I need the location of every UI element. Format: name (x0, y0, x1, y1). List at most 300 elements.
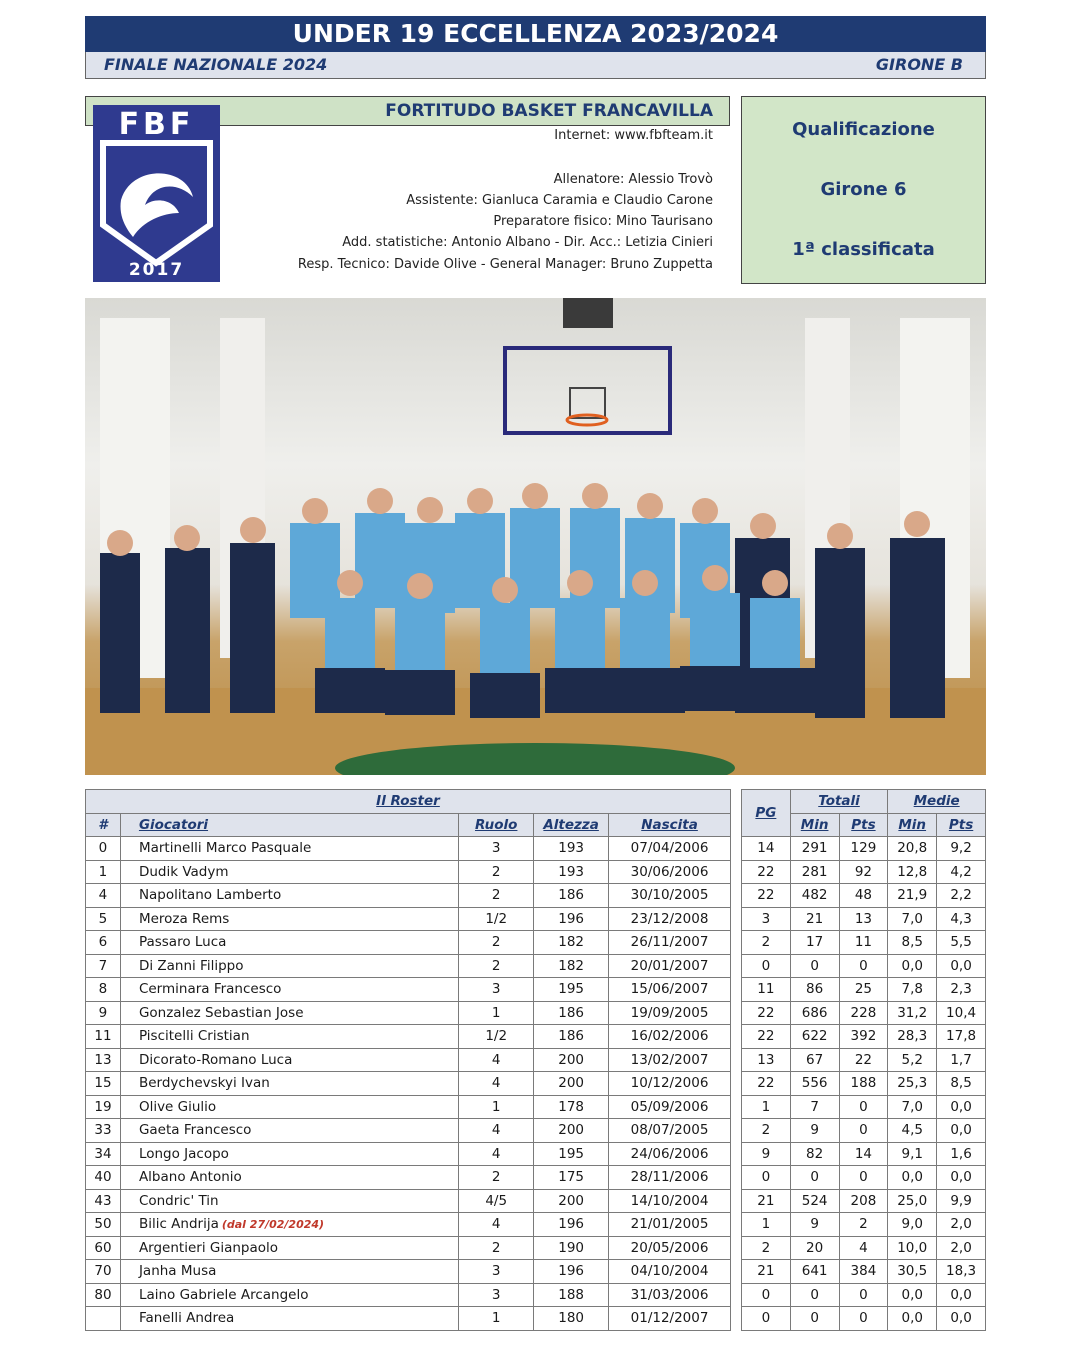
col-height: Altezza (534, 813, 609, 837)
total-points: 2 (839, 1213, 888, 1237)
player-name: Olive Giulio (138, 1098, 217, 1115)
roster-row (86, 1025, 731, 1049)
total-minutes: 21 (790, 907, 839, 931)
player-name: Martinelli Marco Pasquale (138, 840, 312, 857)
stats-row (742, 931, 986, 955)
player-birth: 05/09/2006 (609, 1095, 731, 1119)
avg-minutes: 5,2 (888, 1048, 937, 1072)
player-role: 3 (459, 837, 534, 861)
games-played: 2 (742, 1236, 791, 1260)
team-assistant: Assistente: Gianluca Caramia e Claudio Carone (406, 193, 713, 208)
stats-row (742, 1236, 986, 1260)
player-number: 50 (86, 1213, 121, 1237)
avg-points: 2,2 (937, 884, 986, 908)
player-name-cell (120, 1189, 458, 1213)
avg-points: 1,7 (937, 1048, 986, 1072)
total-points: 4 (839, 1236, 888, 1260)
player-name-cell (120, 1260, 458, 1284)
games-played: 22 (742, 1025, 791, 1049)
avg-minutes: 7,8 (888, 978, 937, 1002)
roster-row (86, 860, 731, 884)
player-role: 3 (459, 1260, 534, 1284)
player-number: 1 (86, 860, 121, 884)
player-height: 193 (534, 837, 609, 861)
games-played: 22 (742, 1072, 791, 1096)
player-height: 195 (534, 978, 609, 1002)
stats-table (741, 789, 986, 1331)
player-name: Albano Antonio (138, 1169, 242, 1186)
total-minutes: 9 (790, 1213, 839, 1237)
avg-minutes: 0,0 (888, 954, 937, 978)
player-name-cell (120, 1001, 458, 1025)
avg-minutes: 31,2 (888, 1001, 937, 1025)
col-avg-pts: Pts (937, 813, 986, 837)
player-role: 2 (459, 1236, 534, 1260)
player-name: Cerminara Francesco (138, 981, 282, 998)
avg-points: 4,3 (937, 907, 986, 931)
player-number: 5 (86, 907, 121, 931)
total-minutes: 524 (790, 1189, 839, 1213)
avg-points: 2,0 (937, 1236, 986, 1260)
player-height: 178 (534, 1095, 609, 1119)
stats-row (742, 907, 986, 931)
roster-table (85, 789, 731, 1331)
col-games: PG (742, 790, 791, 837)
player-height: 190 (534, 1236, 609, 1260)
total-points: 13 (839, 907, 888, 931)
total-points: 92 (839, 860, 888, 884)
player-name-cell (120, 978, 458, 1002)
total-minutes: 281 (790, 860, 839, 884)
event-name: FINALE NAZIONALE 2024 (104, 55, 328, 74)
col-role: Ruolo (459, 813, 534, 837)
player-role: 3 (459, 1283, 534, 1307)
avg-points: 2,3 (937, 978, 986, 1002)
games-played: 22 (742, 884, 791, 908)
total-points: 11 (839, 931, 888, 955)
player-role: 1/2 (459, 1025, 534, 1049)
avg-points: 1,6 (937, 1142, 986, 1166)
games-played: 0 (742, 1307, 791, 1331)
roster-row (86, 1048, 731, 1072)
avg-minutes: 8,5 (888, 931, 937, 955)
player-role: 4 (459, 1213, 534, 1237)
roster-title: Il Roster (86, 790, 731, 814)
player-birth: 20/01/2007 (609, 954, 731, 978)
player-name: Passaro Luca (138, 934, 227, 951)
total-minutes: 82 (790, 1142, 839, 1166)
player-role: 4 (459, 1119, 534, 1143)
player-name-cell (120, 837, 458, 861)
roster-row (86, 1236, 731, 1260)
total-minutes: 0 (790, 1307, 839, 1331)
player-birth: 24/06/2006 (609, 1142, 731, 1166)
player-number: 9 (86, 1001, 121, 1025)
total-points: 392 (839, 1025, 888, 1049)
total-points: 48 (839, 884, 888, 908)
games-played: 2 (742, 931, 791, 955)
roster-row (86, 1283, 731, 1307)
logo-year: 2017 (128, 260, 185, 280)
stats-row (742, 1142, 986, 1166)
qualification-label: Qualificazione (792, 119, 935, 140)
games-played: 2 (742, 1119, 791, 1143)
player-number: 8 (86, 978, 121, 1002)
avg-points: 0,0 (937, 1095, 986, 1119)
team-photo (85, 298, 986, 775)
player-number: 13 (86, 1048, 121, 1072)
avg-minutes: 9,1 (888, 1142, 937, 1166)
subtitle-band (85, 52, 986, 79)
player-name-cell (120, 1213, 458, 1237)
total-points: 0 (839, 1283, 888, 1307)
total-minutes: 0 (790, 1166, 839, 1190)
col-birth: Nascita (609, 813, 731, 837)
col-averages: Medie (888, 790, 986, 814)
player-birth: 30/10/2005 (609, 884, 731, 908)
games-played: 0 (742, 1283, 791, 1307)
player-birth: 31/03/2006 (609, 1283, 731, 1307)
avg-points: 0,0 (937, 1119, 986, 1143)
avg-minutes: 7,0 (888, 907, 937, 931)
player-number (86, 1307, 121, 1331)
player-number: 43 (86, 1189, 121, 1213)
player-birth: 13/02/2007 (609, 1048, 731, 1072)
stats-row (742, 1048, 986, 1072)
player-role: 4 (459, 1072, 534, 1096)
games-played: 11 (742, 978, 791, 1002)
player-name-cell (120, 860, 458, 884)
roster-row (86, 1072, 731, 1096)
player-birth: 21/01/2005 (609, 1213, 731, 1237)
total-points: 0 (839, 954, 888, 978)
total-points: 25 (839, 978, 888, 1002)
player-birth: 23/12/2008 (609, 907, 731, 931)
games-played: 0 (742, 954, 791, 978)
total-points: 208 (839, 1189, 888, 1213)
player-name: Napolitano Lamberto (138, 887, 282, 904)
stats-row (742, 978, 986, 1002)
player-name-cell (120, 1025, 458, 1049)
games-played: 22 (742, 1001, 791, 1025)
games-played: 21 (742, 1260, 791, 1284)
player-number: 6 (86, 931, 121, 955)
player-birth: 07/04/2006 (609, 837, 731, 861)
player-role: 1 (459, 1307, 534, 1331)
stats-row (742, 1166, 986, 1190)
player-birth: 10/12/2006 (609, 1072, 731, 1096)
player-number: 40 (86, 1166, 121, 1190)
player-number: 7 (86, 954, 121, 978)
player-name: Dicorato-Romano Luca (138, 1051, 293, 1068)
player-height: 186 (534, 1025, 609, 1049)
total-points: 129 (839, 837, 888, 861)
player-height: 175 (534, 1166, 609, 1190)
total-points: 0 (839, 1095, 888, 1119)
player-note: (dal 27/02/2024) (221, 1218, 325, 1232)
total-points: 0 (839, 1166, 888, 1190)
team-trainer: Preparatore fisico: Mino Taurisano (493, 214, 713, 229)
player-height: 196 (534, 907, 609, 931)
total-minutes: 20 (790, 1236, 839, 1260)
total-points: 188 (839, 1072, 888, 1096)
avg-minutes: 0,0 (888, 1307, 937, 1331)
team-stats-staff: Add. statistiche: Antonio Albano - Dir. Acc.: Letizia Cinieri (342, 235, 713, 250)
player-role: 2 (459, 860, 534, 884)
player-height: 195 (534, 1142, 609, 1166)
total-minutes: 7 (790, 1095, 839, 1119)
avg-minutes: 10,0 (888, 1236, 937, 1260)
roster-row (86, 1166, 731, 1190)
avg-minutes: 21,9 (888, 884, 937, 908)
roster-row (86, 1189, 731, 1213)
total-minutes: 17 (790, 931, 839, 955)
total-minutes: 0 (790, 954, 839, 978)
avg-minutes: 12,8 (888, 860, 937, 884)
col-total-pts: Pts (839, 813, 888, 837)
col-totals: Totali (790, 790, 888, 814)
player-height: 200 (534, 1048, 609, 1072)
avg-points: 0,0 (937, 1166, 986, 1190)
player-role: 3 (459, 978, 534, 1002)
group-name: GIRONE B (875, 55, 963, 74)
col-avg-min: Min (888, 813, 937, 837)
avg-points: 8,5 (937, 1072, 986, 1096)
player-height: 188 (534, 1283, 609, 1307)
player-height: 196 (534, 1260, 609, 1284)
roster-row (86, 1119, 731, 1143)
total-minutes: 641 (790, 1260, 839, 1284)
stats-row (742, 860, 986, 884)
stats-row (742, 1307, 986, 1331)
player-role: 2 (459, 1166, 534, 1190)
total-points: 228 (839, 1001, 888, 1025)
total-minutes: 291 (790, 837, 839, 861)
avg-minutes: 30,5 (888, 1260, 937, 1284)
total-points: 14 (839, 1142, 888, 1166)
total-points: 0 (839, 1119, 888, 1143)
qualification-rank: 1ª classificata (792, 239, 935, 260)
player-name-cell (120, 1095, 458, 1119)
total-points: 384 (839, 1260, 888, 1284)
roster-row (86, 907, 731, 931)
player-number: 0 (86, 837, 121, 861)
player-number: 34 (86, 1142, 121, 1166)
player-number: 11 (86, 1025, 121, 1049)
games-played: 21 (742, 1189, 791, 1213)
player-birth: 01/12/2007 (609, 1307, 731, 1331)
player-number: 15 (86, 1072, 121, 1096)
player-name: Fanelli Andrea (138, 1310, 235, 1327)
avg-minutes: 4,5 (888, 1119, 937, 1143)
roster-row (86, 978, 731, 1002)
roster-row (86, 1142, 731, 1166)
avg-points: 9,2 (937, 837, 986, 861)
player-name-cell (120, 1166, 458, 1190)
total-minutes: 67 (790, 1048, 839, 1072)
roster-row (86, 954, 731, 978)
player-birth: 04/10/2004 (609, 1260, 731, 1284)
avg-minutes: 0,0 (888, 1283, 937, 1307)
player-role: 2 (459, 884, 534, 908)
avg-points: 18,3 (937, 1260, 986, 1284)
player-height: 180 (534, 1307, 609, 1331)
player-birth: 26/11/2007 (609, 931, 731, 955)
qualification-group: Girone 6 (820, 179, 907, 200)
player-name: Dudik Vadym (138, 863, 229, 880)
player-name: Meroza Rems (138, 910, 230, 927)
player-role: 1/2 (459, 907, 534, 931)
games-played: 13 (742, 1048, 791, 1072)
roster-row (86, 837, 731, 861)
avg-minutes: 25,0 (888, 1189, 937, 1213)
games-played: 9 (742, 1142, 791, 1166)
games-played: 14 (742, 837, 791, 861)
avg-points: 0,0 (937, 1307, 986, 1331)
player-name: Janha Musa (138, 1263, 217, 1280)
player-birth: 20/05/2006 (609, 1236, 731, 1260)
stats-row (742, 1119, 986, 1143)
avg-points: 2,0 (937, 1213, 986, 1237)
avg-minutes: 25,3 (888, 1072, 937, 1096)
player-birth: 08/07/2005 (609, 1119, 731, 1143)
player-birth: 19/09/2005 (609, 1001, 731, 1025)
total-minutes: 482 (790, 884, 839, 908)
player-name-cell (120, 1307, 458, 1331)
roster-row (86, 1260, 731, 1284)
team-website: Internet: www.fbfteam.it (554, 128, 713, 143)
player-role: 1 (459, 1095, 534, 1119)
player-name: Longo Jacopo (138, 1145, 229, 1162)
player-role: 4/5 (459, 1189, 534, 1213)
player-number: 33 (86, 1119, 121, 1143)
avg-minutes: 7,0 (888, 1095, 937, 1119)
col-number: # (86, 813, 121, 837)
player-number: 60 (86, 1236, 121, 1260)
player-name-cell (120, 1236, 458, 1260)
player-height: 200 (534, 1072, 609, 1096)
stats-row (742, 1213, 986, 1237)
games-played: 3 (742, 907, 791, 931)
stats-row (742, 1283, 986, 1307)
player-height: 186 (534, 884, 609, 908)
total-minutes: 0 (790, 1283, 839, 1307)
player-birth: 14/10/2004 (609, 1189, 731, 1213)
total-points: 0 (839, 1307, 888, 1331)
player-height: 193 (534, 860, 609, 884)
player-birth: 15/06/2007 (609, 978, 731, 1002)
avg-points: 0,0 (937, 1283, 986, 1307)
player-birth: 16/02/2006 (609, 1025, 731, 1049)
player-birth: 30/06/2006 (609, 860, 731, 884)
logo-letters: FBF (118, 107, 195, 142)
player-height: 186 (534, 1001, 609, 1025)
player-birth: 28/11/2006 (609, 1166, 731, 1190)
player-number: 80 (86, 1283, 121, 1307)
total-minutes: 9 (790, 1119, 839, 1143)
player-role: 4 (459, 1048, 534, 1072)
player-number: 70 (86, 1260, 121, 1284)
roster-row (86, 1001, 731, 1025)
player-height: 196 (534, 1213, 609, 1237)
avg-minutes: 9,0 (888, 1213, 937, 1237)
col-player: Giocatori (120, 813, 458, 837)
stats-row (742, 884, 986, 908)
player-name: Gaeta Francesco (138, 1122, 252, 1139)
col-total-min: Min (790, 813, 839, 837)
player-name-cell (120, 1072, 458, 1096)
avg-minutes: 28,3 (888, 1025, 937, 1049)
player-height: 200 (534, 1119, 609, 1143)
player-role: 4 (459, 1142, 534, 1166)
player-name-cell (120, 1283, 458, 1307)
stats-row (742, 1095, 986, 1119)
player-height: 182 (534, 931, 609, 955)
player-name-cell (120, 884, 458, 908)
player-role: 1 (459, 1001, 534, 1025)
qualification-box (741, 96, 986, 284)
games-played: 1 (742, 1095, 791, 1119)
games-played: 22 (742, 860, 791, 884)
total-minutes: 86 (790, 978, 839, 1002)
stats-row (742, 1001, 986, 1025)
player-name: Di Zanni Filippo (138, 957, 244, 974)
player-name: Argentieri Gianpaolo (138, 1239, 279, 1256)
stats-row (742, 837, 986, 861)
avg-points: 4,2 (937, 860, 986, 884)
stats-row (742, 1260, 986, 1284)
stats-row (742, 1025, 986, 1049)
team-management: Resp. Tecnico: Davide Olive - General Manager: Bruno Zuppetta (297, 257, 713, 272)
player-role: 2 (459, 954, 534, 978)
avg-points: 9,9 (937, 1189, 986, 1213)
roster-row (86, 884, 731, 908)
team-name: FORTITUDO BASKET FRANCAVILLA (85, 96, 730, 126)
player-name-cell (120, 1119, 458, 1143)
player-name-cell (120, 907, 458, 931)
avg-minutes: 0,0 (888, 1166, 937, 1190)
player-name: Piscitelli Cristian (138, 1028, 250, 1045)
player-name: Berdychevskyi Ivan (138, 1075, 270, 1092)
roster-row (86, 1213, 731, 1237)
team-coach: Allenatore: Alessio Trovò (553, 172, 713, 187)
player-name-cell (120, 954, 458, 978)
total-minutes: 556 (790, 1072, 839, 1096)
player-role: 2 (459, 931, 534, 955)
stats-row (742, 1189, 986, 1213)
player-name: Bilic Andrija (138, 1216, 219, 1233)
avg-points: 0,0 (937, 954, 986, 978)
club-logo (93, 105, 220, 282)
roster-row (86, 1095, 731, 1119)
avg-points: 10,4 (937, 1001, 986, 1025)
player-name-cell (120, 1048, 458, 1072)
total-minutes: 622 (790, 1025, 839, 1049)
roster-row (86, 931, 731, 955)
roster-row (86, 1307, 731, 1331)
games-played: 1 (742, 1213, 791, 1237)
stats-row (742, 954, 986, 978)
player-number: 19 (86, 1095, 121, 1119)
player-name-cell (120, 1142, 458, 1166)
games-played: 0 (742, 1166, 791, 1190)
document-title: UNDER 19 ECCELLENZA 2023/2024 (85, 16, 986, 52)
player-height: 182 (534, 954, 609, 978)
player-number: 4 (86, 884, 121, 908)
player-name: Condric' Tin (138, 1192, 219, 1209)
player-height: 200 (534, 1189, 609, 1213)
stats-row (742, 1072, 986, 1096)
